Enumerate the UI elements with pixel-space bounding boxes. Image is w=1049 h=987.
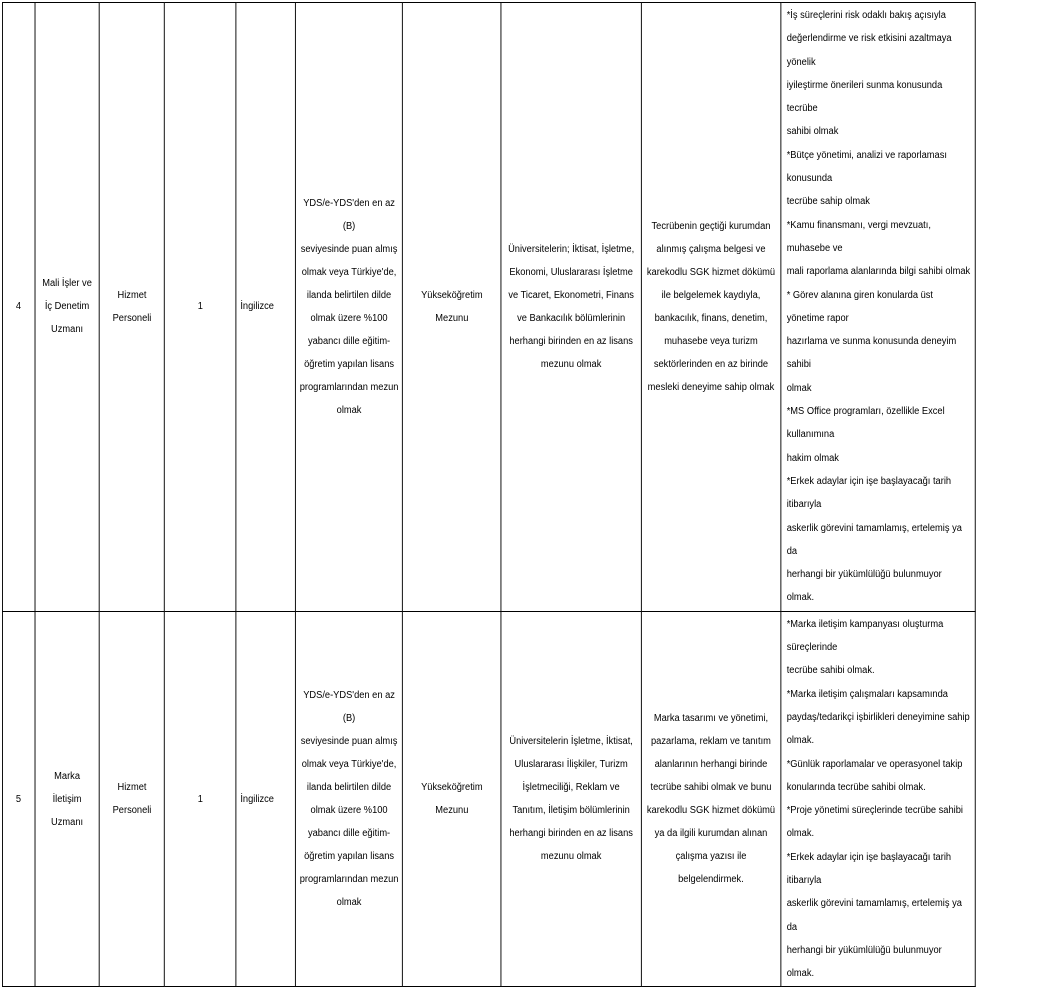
position-count: 1 [164,611,236,987]
position-count: 1 [164,3,236,612]
other-requirements: *Marka iletişim kampanyası oluşturma süreçlerinde tecrübe sahibi olmak. *Marka iletişim çalışmaları kapsamında paydaş/tedarikçi işbirlikleri deneyimine sahip olmak. *Günlük raporlamalar ve operasyonel takip konularında tecrübe sahibi olmak. *Proje yönetimi süreçlerinde tecrübe sahibi olmak. *Erkek adaylar için işe başlayacağı tarih itibarıyla askerlik görevini tamamlamış, ertelemiş ya da herhangi bir yükümlülüğü bulunmuyor olmak. [781,611,976,987]
staff-class: Hizmet Personeli [100,611,165,987]
other-requirements: *İş süreçlerini risk odaklı bakış açısıyla değerlendirme ve risk etkisini azaltmaya yönelik iyileştirme önerileri sunma konusunda tecrübe sahibi olmak *Bütçe yönetimi, analizi ve raporlaması konusunda tecrübe sahip olmak *Kamu finansmanı, vergi mevzuatı, muhasebe ve mali raporlama alanlarında bilgi sahibi olmak * Görev alanına giren konularda üst yönetime rapor hazırlama ve sunma konusunda deneyim sahibi olmak *MS Office programları, özellikle Excel kullanımına hakim olmak *Erkek adaylar için işe başlayacağı tarih itibarıyla askerlik görevini tamamlamış, ertelemiş ya da herhangi bir yükümlülüğü bulunmuyor olmak. [781,3,976,612]
language: İngilizce [236,3,295,612]
position-title: Mali İşler ve İç Denetim Uzmanı [35,3,100,612]
row-number: 5 [2,611,34,987]
departments: Üniversitelerin; İktisat, İşletme, Ekonomi, Uluslararası İşletme ve Ticaret, Ekonometri, Finans ve Bankacılık bölümlerinin herhangi birinden en az lisans mezunu olmak [501,3,641,612]
experience: Tecrübenin geçtiği kurumdan alınmış çalışma belgesi ve karekodlu SGK hizmet dökümü ile belgelemek kaydıyla, bankacılık, finans, denetim, muhasebe veya turizm sektörlerinden en az birinde mesleki deneyime sahip olmak [641,3,780,612]
row-number: 4 [2,3,34,612]
language-requirement: YDS/e-YDS'den en az (B) seviyesinde puan almış olmak veya Türkiye'de, ilanda belirtilen dilde olmak üzere %100 yabancı dille eğitim- öğretim yapılan lisans programlarından mezun olmak [295,611,402,987]
language-requirement: YDS/e-YDS'den en az (B) seviyesinde puan almış olmak veya Türkiye'de, ilanda belirtilen dilde olmak üzere %100 yabancı dille eğitim- öğretim yapılan lisans programlarından mezun olmak [295,3,402,612]
table-row [2,3,975,612]
education-level: Yükseköğretim Mezunu [403,3,501,612]
education-level: Yükseköğretim Mezunu [403,611,501,987]
language: İngilizce [236,611,295,987]
experience: Marka tasarımı ve yönetimi, pazarlama, reklam ve tanıtım alanlarının herhangi birinde tecrübe sahibi olmak ve bunu karekodlu SGK hizmet dökümü ya da ilgili kurumdan alınan çalışma yazısı ile belgelendirmek. [641,611,780,987]
table-row [2,611,975,987]
staff-class: Hizmet Personeli [100,3,165,612]
job-listings-table [2,2,976,987]
departments: Üniversitelerin İşletme, İktisat, Uluslararası İlişkiler, Turizm İşletmeciliği, Reklam ve Tanıtım, İletişim bölümlerinin herhangi birinden en az lisans mezunu olmak [501,611,641,987]
position-title: Marka İletişim Uzmanı [35,611,100,987]
